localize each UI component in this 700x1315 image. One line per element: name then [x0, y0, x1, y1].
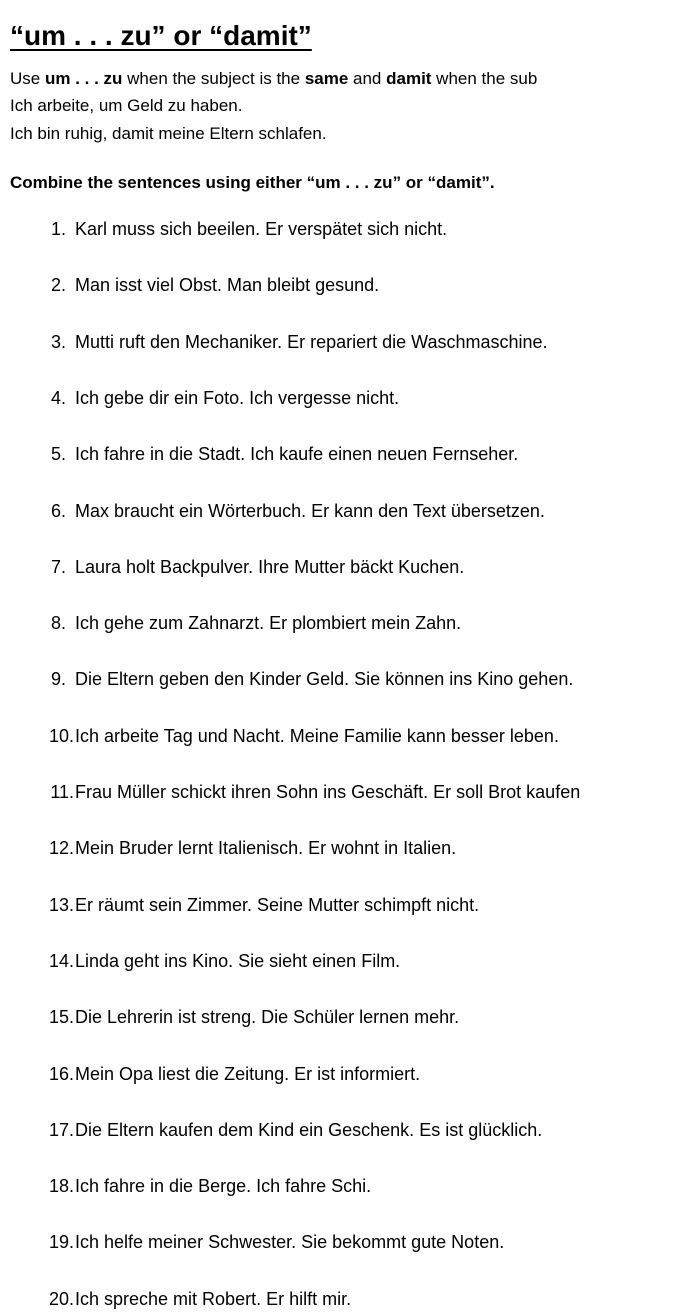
exercise-item: [0, 388, 700, 414]
exercise-item: [0, 613, 700, 639]
exercise-number: 11.: [50, 782, 74, 802]
exercise-text: Die Eltern kaufen dem Kind ein Geschenk. Es ist glücklich.: [75, 1120, 543, 1140]
exercise-text: Ich fahre in die Stadt. Ich kaufe einen neuen Fernseher.: [75, 444, 519, 464]
exercise-item: [0, 1007, 700, 1033]
exercise-number: 8.: [50, 613, 66, 633]
instruction: Combine the sentences using either “um . . . zu” or “damit”.: [10, 173, 495, 192]
exercise-number: 2.: [50, 275, 66, 295]
exercise-number: 14.: [48, 951, 74, 971]
exercise-number: 9.: [50, 669, 66, 689]
exercise-item: [0, 501, 700, 527]
exercise-text: Mein Bruder lernt Italienisch. Er wohnt in Italien.: [75, 838, 457, 858]
exercise-item: [0, 951, 700, 977]
intro-rule-text-4: when the sub: [431, 69, 538, 88]
exercise-item: [0, 444, 700, 470]
exercise-number: 5.: [50, 444, 66, 464]
exercise-item: [0, 1064, 700, 1090]
exercise-number: 13.: [48, 895, 74, 915]
exercise-item: [0, 782, 700, 808]
exercise-number: 15.: [48, 1007, 74, 1027]
exercise-item: [0, 332, 700, 358]
exercise-text: Ich fahre in die Berge. Ich fahre Schi.: [75, 1176, 372, 1196]
exercise-item: [0, 726, 700, 752]
exercise-item: [0, 838, 700, 864]
exercise-text: Linda geht ins Kino. Sie sieht einen Film.: [75, 951, 401, 971]
intro-rule: [10, 69, 537, 89]
exercise-item: [0, 219, 700, 245]
intro-rule-bold-1: um . . . zu: [44, 69, 123, 88]
exercise-text: Die Eltern geben den Kinder Geld. Sie können ins Kino gehen.: [75, 669, 574, 689]
exercise-item: [0, 1120, 700, 1146]
intro-example-1: Ich arbeite, um Geld zu haben.: [10, 96, 243, 115]
exercise-item: [0, 557, 700, 583]
intro-rule-text-1: Use: [10, 69, 45, 88]
exercise-number: 10.: [48, 726, 74, 746]
exercise-text: Ich spreche mit Robert. Er hilft mir.: [75, 1289, 352, 1309]
exercise-number: 20.: [48, 1289, 74, 1309]
exercise-text: Laura holt Backpulver. Ihre Mutter bäckt Kuchen.: [75, 557, 465, 577]
intro-rule-bold-3: damit: [386, 69, 432, 88]
exercise-item: [0, 669, 700, 695]
intro-rule-text-3: and: [348, 69, 387, 88]
exercise-number: 6.: [50, 501, 66, 521]
intro-rule-text-2: when the subject is the: [122, 69, 305, 88]
intro-example-2: Ich bin ruhig, damit meine Eltern schlafen.: [10, 124, 327, 143]
exercise-number: 3.: [50, 332, 66, 352]
exercise-number: 4.: [50, 388, 66, 408]
exercise-text: Frau Müller schickt ihren Sohn ins Geschäft. Er soll Brot kaufen: [75, 782, 581, 802]
exercise-text: Mein Opa liest die Zeitung. Er ist informiert.: [75, 1064, 421, 1084]
exercise-number: 7.: [50, 557, 66, 577]
page-title: “um . . . zu” or “damit”: [10, 20, 312, 51]
exercise-number: 17.: [48, 1120, 74, 1140]
exercise-text: Ich helfe meiner Schwester. Sie bekommt gute Noten.: [75, 1232, 505, 1252]
exercise-text: Karl muss sich beeilen. Er verspätet sich nicht.: [75, 219, 448, 239]
exercise-text: Er räumt sein Zimmer. Seine Mutter schimpft nicht.: [75, 895, 480, 915]
exercise-text: Man isst viel Obst. Man bleibt gesund.: [75, 275, 380, 295]
exercise-number: 1.: [50, 219, 66, 239]
exercise-number: 18.: [48, 1176, 74, 1196]
exercise-text: Mutti ruft den Mechaniker. Er repariert die Waschmaschine.: [75, 332, 548, 352]
exercise-text: Ich arbeite Tag und Nacht. Meine Familie kann besser leben.: [75, 726, 559, 746]
exercise-item: [0, 1289, 700, 1315]
exercise-text: Die Lehrerin ist streng. Die Schüler lernen mehr.: [75, 1007, 460, 1027]
exercise-text: Max braucht ein Wörterbuch. Er kann den Text übersetzen.: [75, 501, 545, 521]
exercise-item: [0, 1232, 700, 1258]
intro-rule-bold-2: same: [304, 69, 349, 88]
exercise-item: [0, 1176, 700, 1202]
exercise-item: [0, 275, 700, 301]
exercise-text: Ich gebe dir ein Foto. Ich vergesse nicht.: [75, 388, 400, 408]
exercise-item: [0, 895, 700, 921]
exercise-number: 19.: [48, 1232, 74, 1252]
exercise-number: 12.: [48, 838, 74, 858]
exercise-number: 16.: [48, 1064, 74, 1084]
exercise-text: Ich gehe zum Zahnarzt. Er plombiert mein Zahn.: [75, 613, 462, 633]
